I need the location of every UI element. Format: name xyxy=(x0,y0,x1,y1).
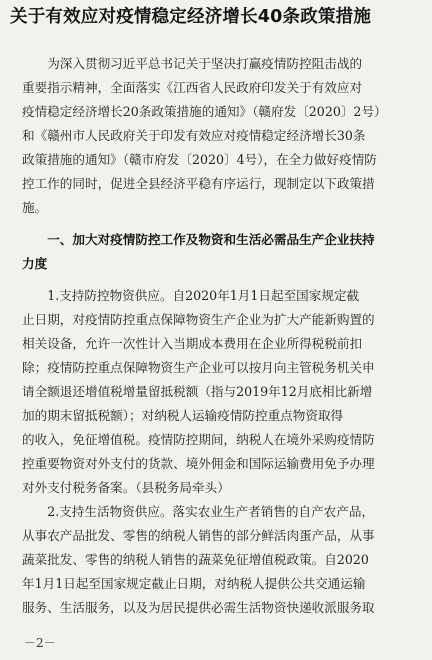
body-text-line: 控重要物资对外支付的货款、境外佣金和国际运输费用免予办理 xyxy=(22,456,375,471)
body-text-line: 的收入，免征增值税。疫情防控期间，纳税人在境外采购疫情防 xyxy=(22,432,375,447)
body-text-line: 对外支付税务备案。（县税务局牵头） xyxy=(22,480,230,495)
body-text-line: 控工作的同时，促进全县经济平稳有序运行，现制定以下政策措 xyxy=(22,176,375,191)
body-text-line: 年1月1日起至国家规定截止日期，对纳税人提供公共交通运输 xyxy=(22,576,366,591)
body-text-line: 政策措施的通知》（赣市府发〔2020〕4号），在全力做好疫情防 xyxy=(22,152,377,167)
body-text-line: 从事农产品批发、零售的纳税人销售的部分鲜活肉蛋产品，从事 xyxy=(22,528,375,543)
body-text-line: 请全额退还增值税增量留抵税额（指与2019年12月底相比新增 xyxy=(22,384,373,399)
body-text-line: 重要指示精神，全面落实《江西省人民政府印发关于有效应对 xyxy=(22,80,363,95)
body-text-line: 止日期，对疫情防控重点保障物资生产企业为扩大产能新购置的 xyxy=(22,312,375,327)
body-text-line: 施。 xyxy=(22,200,48,215)
body-text-line: 服务、生活服务，以及为居民提供必需生活物资快递收派服务取 xyxy=(22,600,375,615)
body-text-line: 疫情稳定经济增长20条政策措施的通知》（赣府发〔2020〕2号） xyxy=(22,104,387,119)
page-number: －2－ xyxy=(24,636,56,650)
section-heading-line: 一、加大对疫情防控工作及物资和生活必需品生产企业扶持 xyxy=(22,232,375,247)
body-text-line: 加的期末留抵税额）；对纳税人运输疫情防控重点物资取得 xyxy=(22,408,344,423)
body-text-line: 除；疫情防控重点保障物资生产企业可以按月向主管税务机关申 xyxy=(22,360,375,375)
body-text-line: 为深入贯彻习近平总书记关于坚决打赢疫情防控阻击战的 xyxy=(22,56,363,71)
body-text-line: 蔬菜批发、零售的纳税人销售的蔬菜免征增值税政策。自2020 xyxy=(22,552,369,567)
body-text-line: 2.支持生活物资供应。落实农业生产者销售的自产农产品， xyxy=(22,504,375,519)
body-text-line: 相关设备，允许一次性计入当期成本费用在企业所得税税前扣 xyxy=(22,336,363,351)
body-text-line: 1.支持防控物资供应。自2020年1月1日起至国家规定截 xyxy=(22,288,360,303)
section-heading-line: 力度 xyxy=(22,256,48,271)
document-title: 关于有效应对疫情稳定经济增长40条政策措施 xyxy=(10,7,372,27)
body-text-line: 和《赣州市人民政府关于印发有效应对疫情稳定经济增长30条 xyxy=(22,128,366,143)
